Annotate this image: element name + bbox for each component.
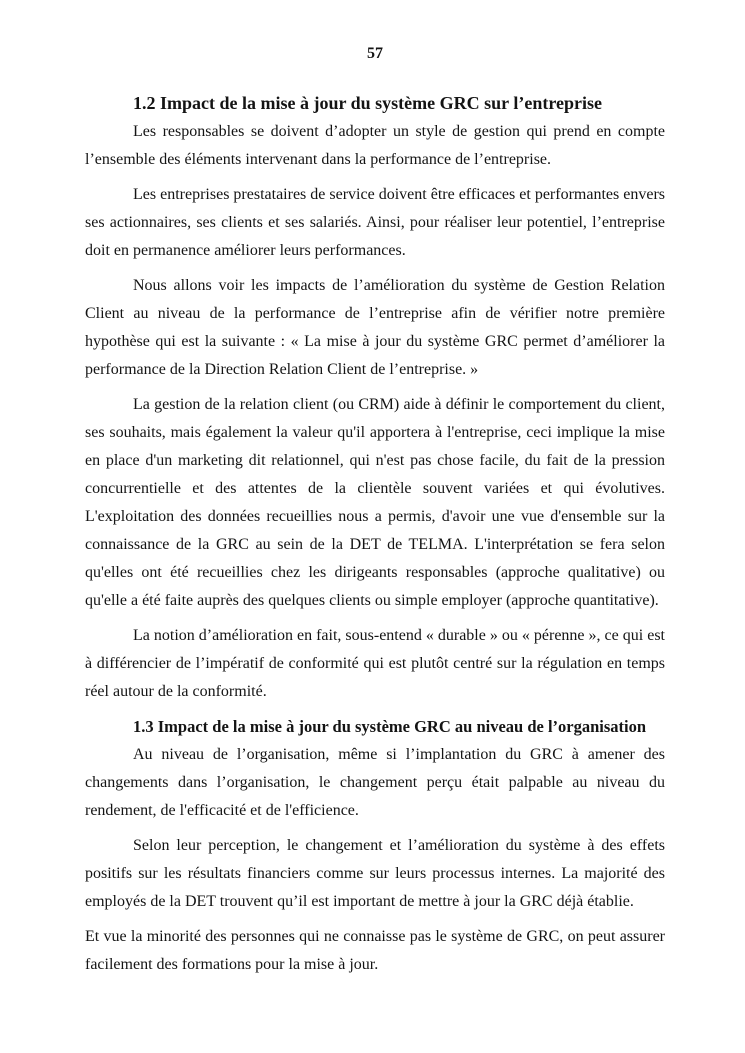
page-number: 57 bbox=[367, 45, 383, 62]
paragraph-formations: Et vue la minorité des personnes qui ne connaisse pas le système de GRC, on peut assurer facilement des formations pour la mise à jour. bbox=[85, 928, 665, 973]
paragraph-notion-amelioration: La notion d’amélioration en fait, sous-entend « durable » ou « pérenne », ce qui est à différencier de l’impératif de conformité qui est plutôt centré sur la régulation en temps réel autour de la conformité. bbox=[85, 627, 665, 700]
paragraph-gestion-relation-client: La gestion de la relation client (ou CRM) aide à définir le comportement du client, ses souhaits, mais également la valeur qu'il apportera à l'entreprise, ceci implique la mise en place d'un marketing dit relationnel, qui n'est pas chose facile, du fait de la pression concurrentielle et des attentes de la clientèle souvent variées et qui évolutives. L'exploitation des données recueillies nous a permis, d'avoir une vue d'ensemble sur la connaissance de la GRC au sein de la DET de TELMA. L'interprétation se fera selon qu'elles ont été recueillies chez les dirigeants responsables (approche qualitative) ou qu'elle a été faite auprès des quelques clients ou simple employer (approche quantitative). bbox=[85, 396, 665, 609]
paragraph-niveau-organisation: Au niveau de l’organisation, même si l’implantation du GRC à amener des changements dans l’organisation, le changement perçu était palpable au niveau du rendement, de l'efficacité et de l'efficience. bbox=[85, 746, 665, 819]
paragraph-responsables: Les responsables se doivent d’adopter un style de gestion qui prend en compte l’ensemble des éléments intervenant dans la performance de l’entreprise. bbox=[85, 123, 665, 168]
section-heading-1-2: 1.2 Impact de la mise à jour du système GRC sur l’entreprise bbox=[133, 93, 602, 113]
section-heading-1-3: 1.3 Impact de la mise à jour du système GRC au niveau de l’organisation bbox=[133, 717, 647, 736]
paragraph-hypothese: Nous allons voir les impacts de l’amélioration du système de Gestion Relation Client au niveau de la performance de l’entreprise afin de vérifier notre première hypothèse qui est la suivante : « La mise à jour du système GRC permet d’améliorer la performance de la Direction Relation Client de l’entreprise. » bbox=[85, 277, 665, 378]
paragraph-perception: Selon leur perception, le changement et l’amélioration du système à des effets positifs sur les résultats financiers comme sur leurs processus internes. La majorité des employés de la DET trouvent qu’il est important de mettre à jour la GRC déjà établie. bbox=[85, 837, 665, 910]
paragraph-entreprises-prestataires: Les entreprises prestataires de service doivent être efficaces et performantes envers ses actionnaires, ses clients et ses salariés. Ainsi, pour réaliser leur potentiel, l’entreprise doit en permanence améliorer leurs performances. bbox=[85, 186, 665, 259]
